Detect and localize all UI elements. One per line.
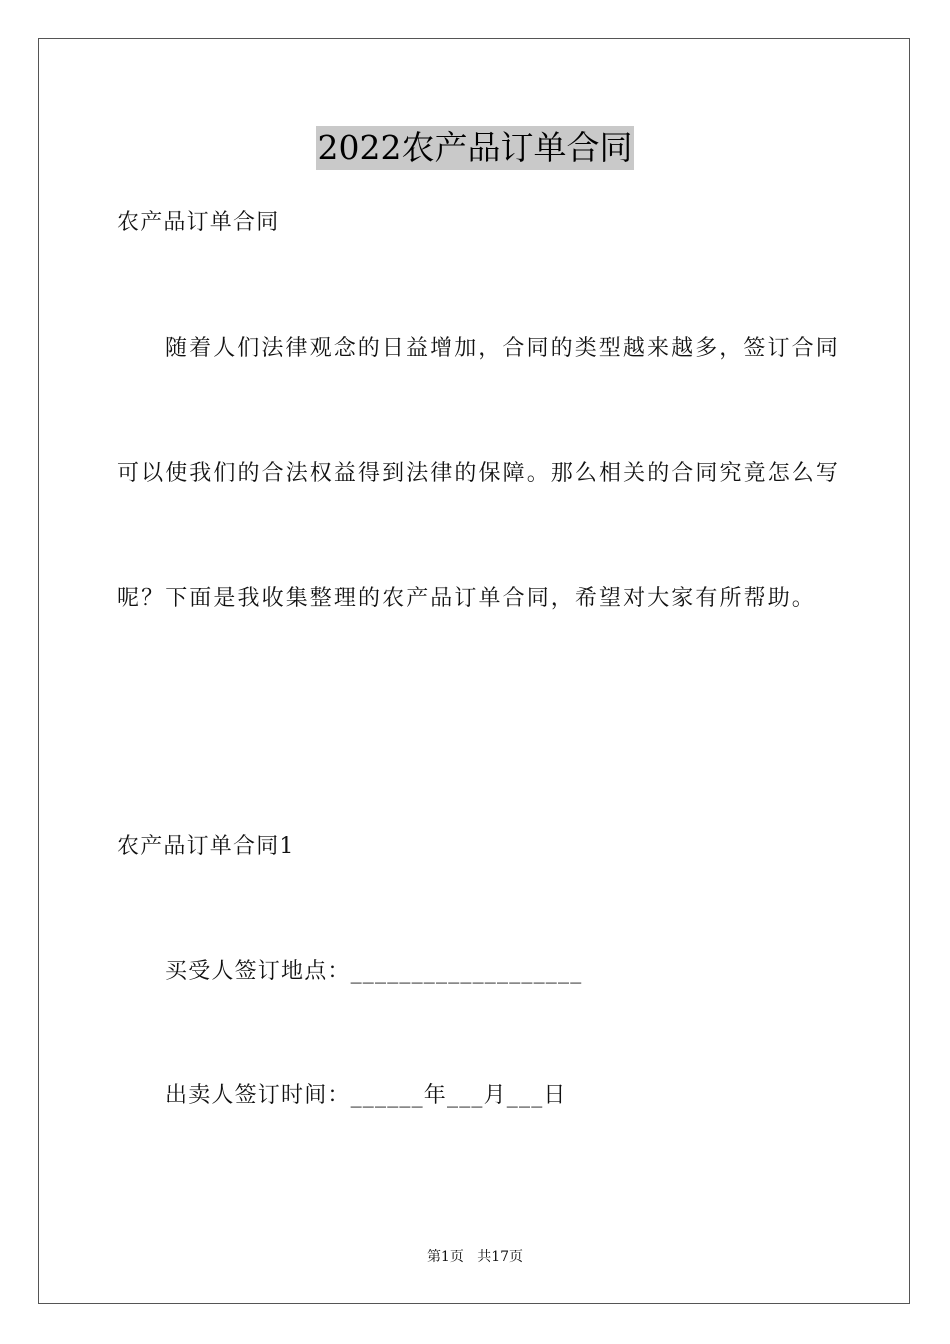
paragraph-line-3: 呢？下面是我收集整理的农产品订单合同，希望对大家有所帮助。 bbox=[117, 586, 816, 611]
paragraph-line-2: 可以使我们的合法权益得到法律的保障。那么相关的合同究竟怎么写 bbox=[117, 461, 841, 486]
buyer-signing-place: 买受人签订地点：___________________ bbox=[165, 959, 583, 984]
document-title: 2022农产品订单合同 bbox=[316, 126, 635, 170]
page-total: 共17页 bbox=[477, 1249, 524, 1265]
page-number: 第1页 bbox=[426, 1249, 464, 1265]
title-container bbox=[0, 126, 950, 170]
document-subtitle: 农产品订单合同 bbox=[117, 210, 280, 235]
seller-signing-time: 出卖人签订时间：______年___月___日 bbox=[165, 1083, 567, 1108]
section-heading: 农产品订单合同1 bbox=[117, 834, 295, 859]
paragraph-line-1: 随着人们法律观念的日益增加，合同的类型越来越多，签订合同 bbox=[165, 336, 840, 361]
page-footer bbox=[0, 1248, 950, 1266]
